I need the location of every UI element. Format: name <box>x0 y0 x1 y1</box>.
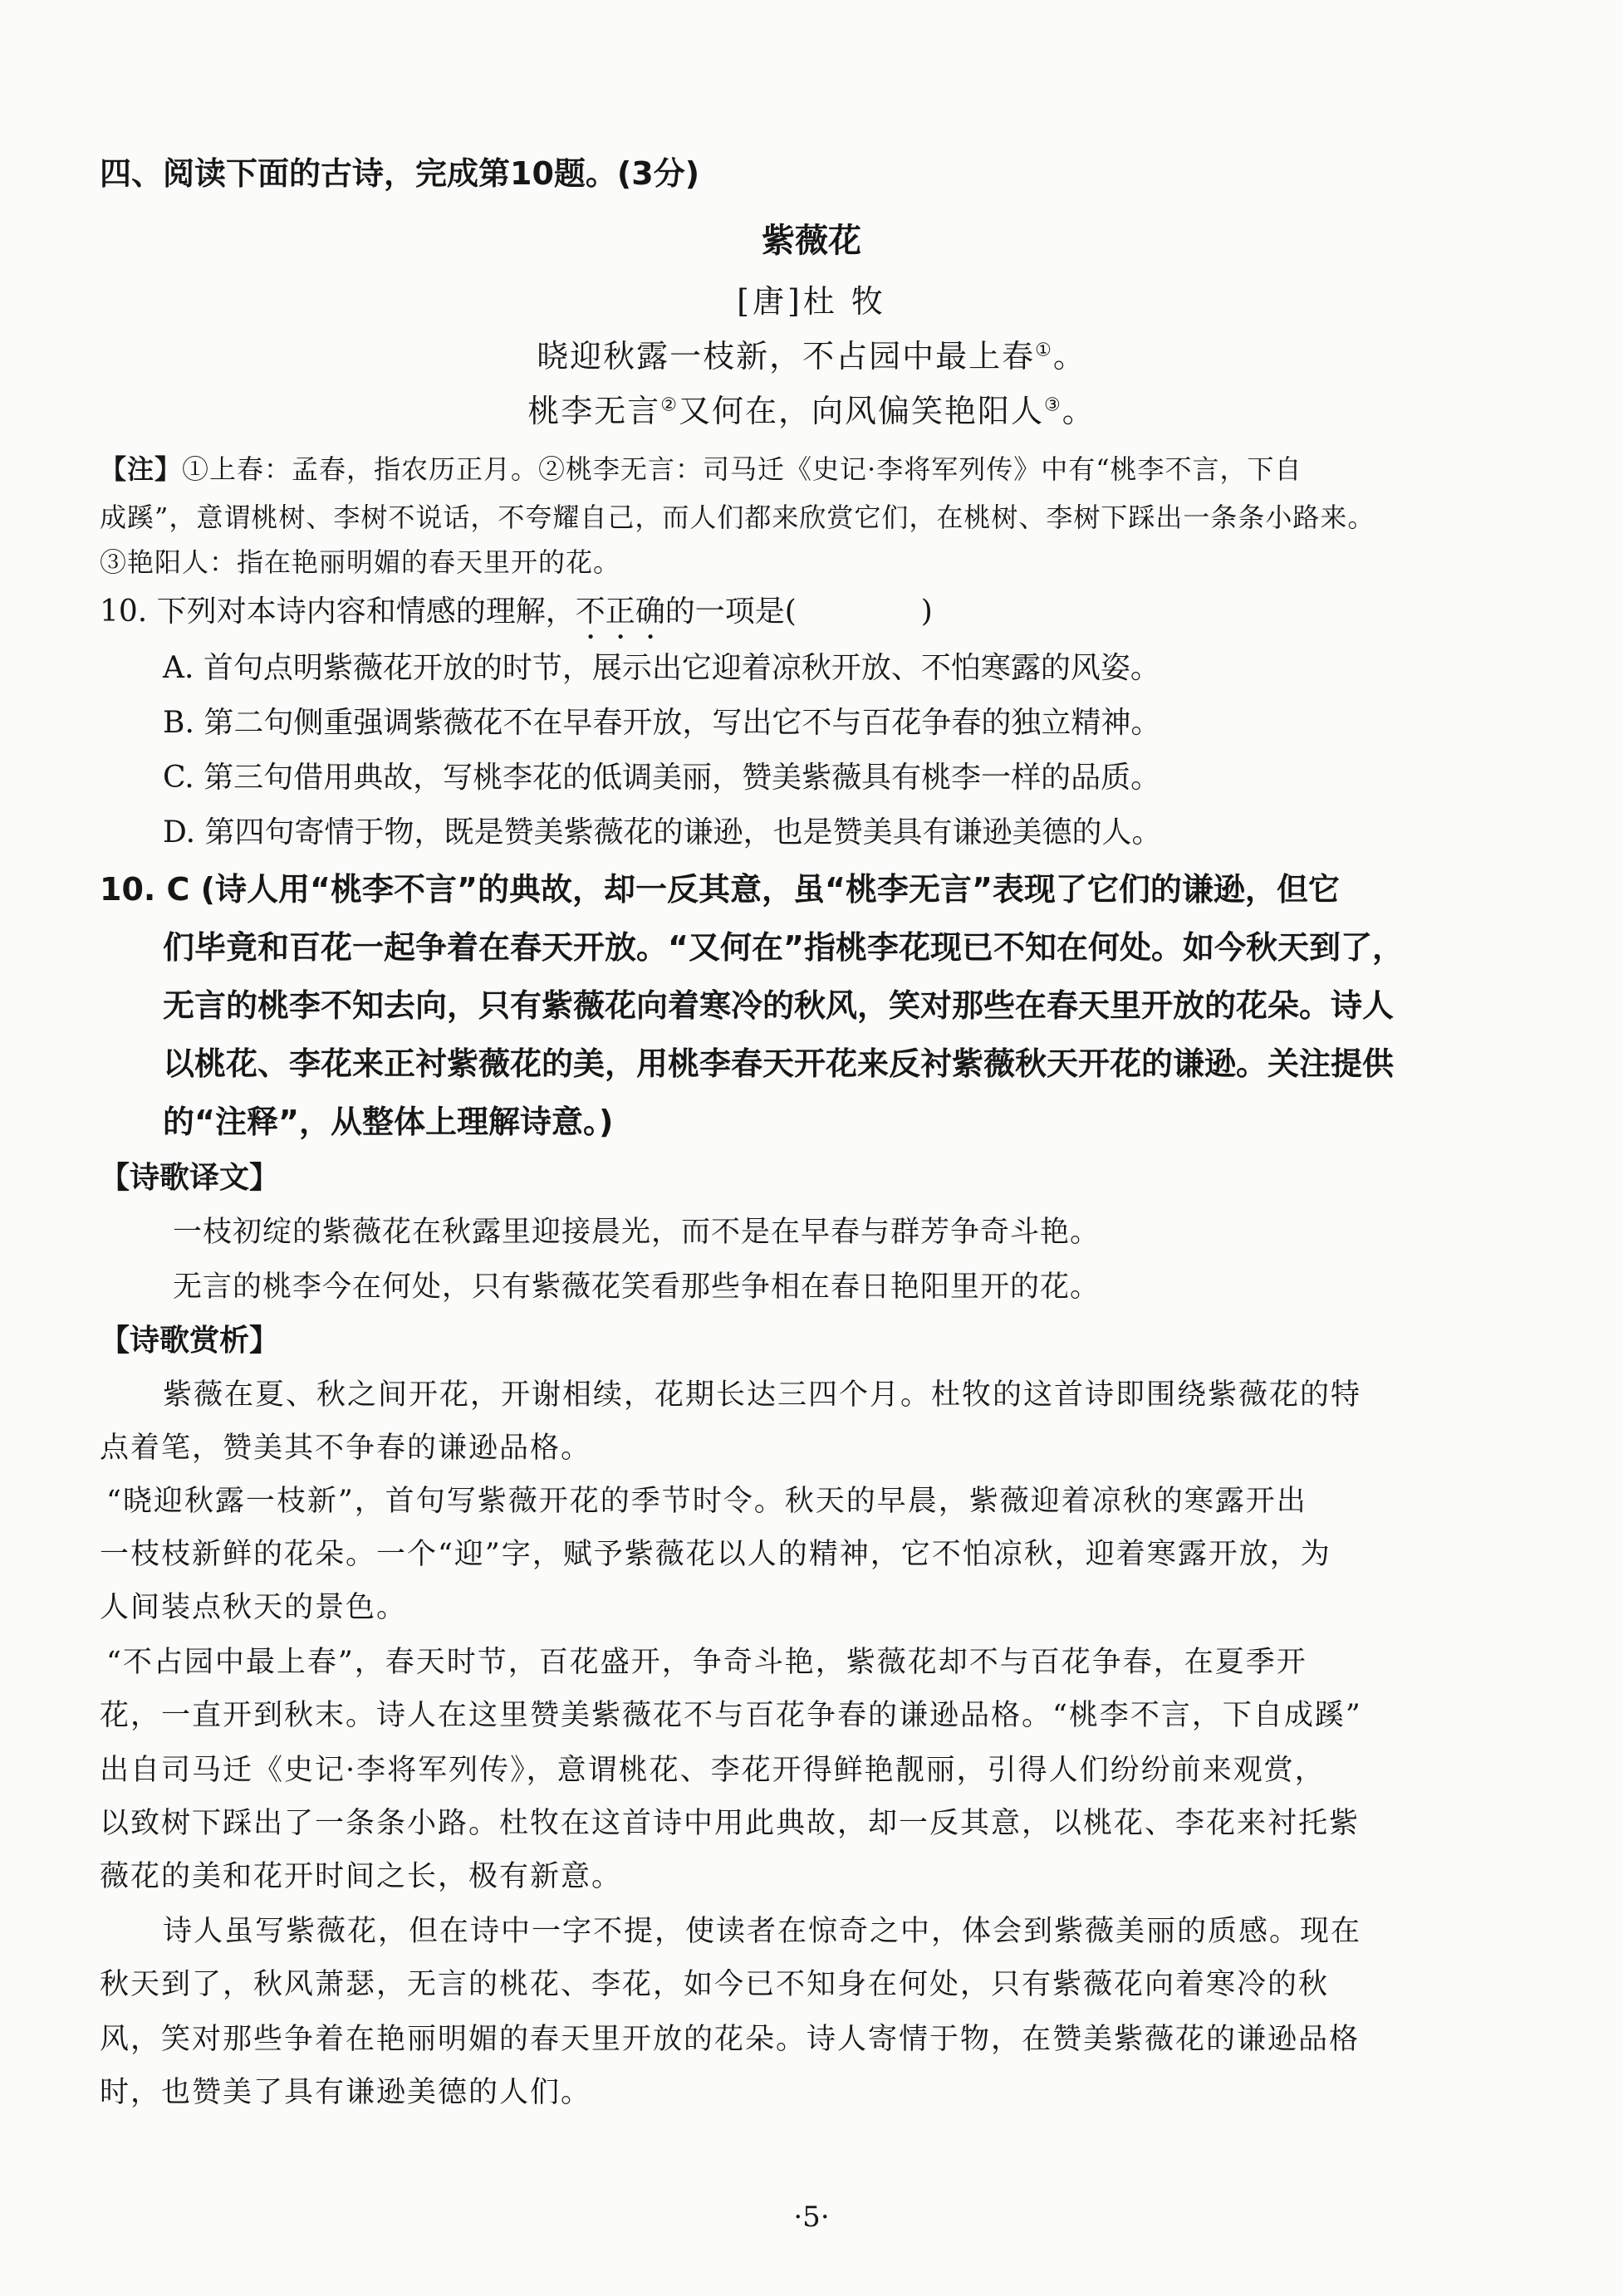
option-b: B. 第二句侧重强调紫薇花不在早春开放，写出它不与百花争春的独立精神。 <box>163 706 1161 740</box>
poem-line-2: 桃李无言②又何在，向风偏笑艳阳人③。 <box>527 393 1096 429</box>
answer-line-4: 以桃花、李花来正衬紫薇花的美，用桃李春天开花来反衬紫薇秋天开花的谦逊。关注提供 <box>163 1045 1395 1082</box>
appreciation-line: “不占园中最上春”，春天时节，百花盛开，争奇斗艳，紫薇花却不与百花争春，在夏季开 <box>106 1646 1307 1679</box>
answer-line-3: 无言的桃李不知去向，只有紫薇花向着寒冷的秋风，笑对那些在春天里开放的花朵。诗人 <box>163 987 1395 1024</box>
option-a: A. 首句点明紫薇花开放的时节，展示出它迎着凉秋开放、不怕寒露的风姿。 <box>163 651 1160 685</box>
appreciation-line: 人间装点秋天的景色。 <box>100 1591 408 1624</box>
appreciation-line: 出自司马迁《史记·李将军列传》，意谓桃花、李花开得鲜艳靓丽，引得人们纷纷前来观赏， <box>100 1754 1326 1787</box>
poem-title: 紫薇花 <box>762 222 861 260</box>
emphasis-text: 不正确 <box>575 595 665 629</box>
appreciation-line: 一枝枝新鲜的花朵。一个“迎”字，赋予紫薇花以人的精神，它不怕凉秋，迎着寒露开放，为 <box>100 1538 1331 1571</box>
footnote-mark: ① <box>1035 340 1053 361</box>
option-c: C. 第三句借用典故，写桃李花的低调美丽，赞美紫薇具有桃李一样的品质。 <box>163 761 1161 795</box>
answer-line-5: 的“注释”，从整体上理解诗意。) <box>163 1104 614 1140</box>
note-line-2: 成蹊”，意谓桃树、李树不说话，不夸耀自己，而人们都来欣赏它们，在桃树、李树下踩出一条条小路来。 <box>100 502 1375 533</box>
appreciation-line: “晓迎秋露一枝新”，首句写紫薇开花的季节时令。秋天的早晨，紫薇迎着凉秋的寒露开出 <box>106 1485 1307 1518</box>
option-d: D. 第四句寄情于物，既是赞美紫薇花的谦逊，也是赞美具有谦逊美德的人。 <box>163 815 1162 849</box>
answer-line-2: 们毕竟和百花一起争着在春天开放。“又何在”指桃李花现已不知在何处。如今秋天到了， <box>163 929 1404 966</box>
appreciation-line: 点着笔，赞美其不争春的谦逊品格。 <box>100 1432 592 1465</box>
appreciation-line: 秋天到了，秋风萧瑟，无言的桃花、李花，如今已不知身在何处，只有紫薇花向着寒冷的秋 <box>100 1968 1330 2001</box>
poem-line-1: 晓迎秋露一枝新，不占园中最上春①。 <box>537 338 1086 375</box>
appreciation-line: 以致树下踩出了一条条小路。杜牧在这首诗中用此典故，却一反其意，以桃花、李花来衬托紫 <box>100 1807 1361 1840</box>
footnote-mark: ③ <box>1044 394 1062 416</box>
note-line-1: 【注】①上春：孟春，指农历正月。②桃李无言：司马迁《史记·李将军列传》中有“桃李不言，下自 <box>100 453 1302 485</box>
note-line-3: ③艳阳人：指在艳丽明媚的春天里开的花。 <box>100 546 621 578</box>
appreciation-line: 紫薇在夏、秋之间开花，开谢相续，花期长达三四个月。杜牧的这首诗即围绕紫薇花的特 <box>163 1378 1362 1412</box>
section-title: 四、阅读下面的古诗，完成第10题。(3分) <box>100 155 700 192</box>
appreciation-line: 诗人虽写紫薇花，但在诗中一字不提，使读者在惊奇之中，体会到紫薇美丽的质感。现在 <box>163 1915 1362 1948</box>
appreciation-line: 薇花的美和花开时间之长，极有新意。 <box>100 1860 623 1893</box>
answer-line-1: 10. C (诗人用“桃李不言”的典故，却一反其意，虽“桃李无言”表现了它们的谦逊，但它 <box>100 871 1340 908</box>
question-stem: 10. 下列对本诗内容和情感的理解，不正确的一项是( ) <box>100 595 933 629</box>
appreciation-line: 时，也赞美了具有谦逊美德的人们。 <box>100 2076 592 2109</box>
translation-heading: 【诗歌译文】 <box>100 1161 280 1195</box>
footnote-mark: ② <box>660 394 679 416</box>
poem-author: [唐]杜 牧 <box>737 283 886 320</box>
page-number: ·5· <box>793 2201 830 2234</box>
translation-line-1: 一枝初绽的紫薇花在秋露里迎接晨光，而不是在早春与群芳争奇斗艳。 <box>173 1216 1101 1249</box>
appreciation-line: 风，笑对那些争着在艳丽明媚的春天里开放的花朵。诗人寄情于物，在赞美紫薇花的谦逊品格 <box>100 2023 1361 2056</box>
appreciation-line: 花，一直开到秋末。诗人在这里赞美紫薇花不与百花争春的谦逊品格。“桃李不言，下自成蹊” <box>100 1699 1362 1732</box>
appreciation-heading: 【诗歌赏析】 <box>100 1324 280 1358</box>
translation-line-2: 无言的桃李今在何处，只有紫薇花笑看那些争相在春日艳阳里开的花。 <box>173 1270 1101 1304</box>
